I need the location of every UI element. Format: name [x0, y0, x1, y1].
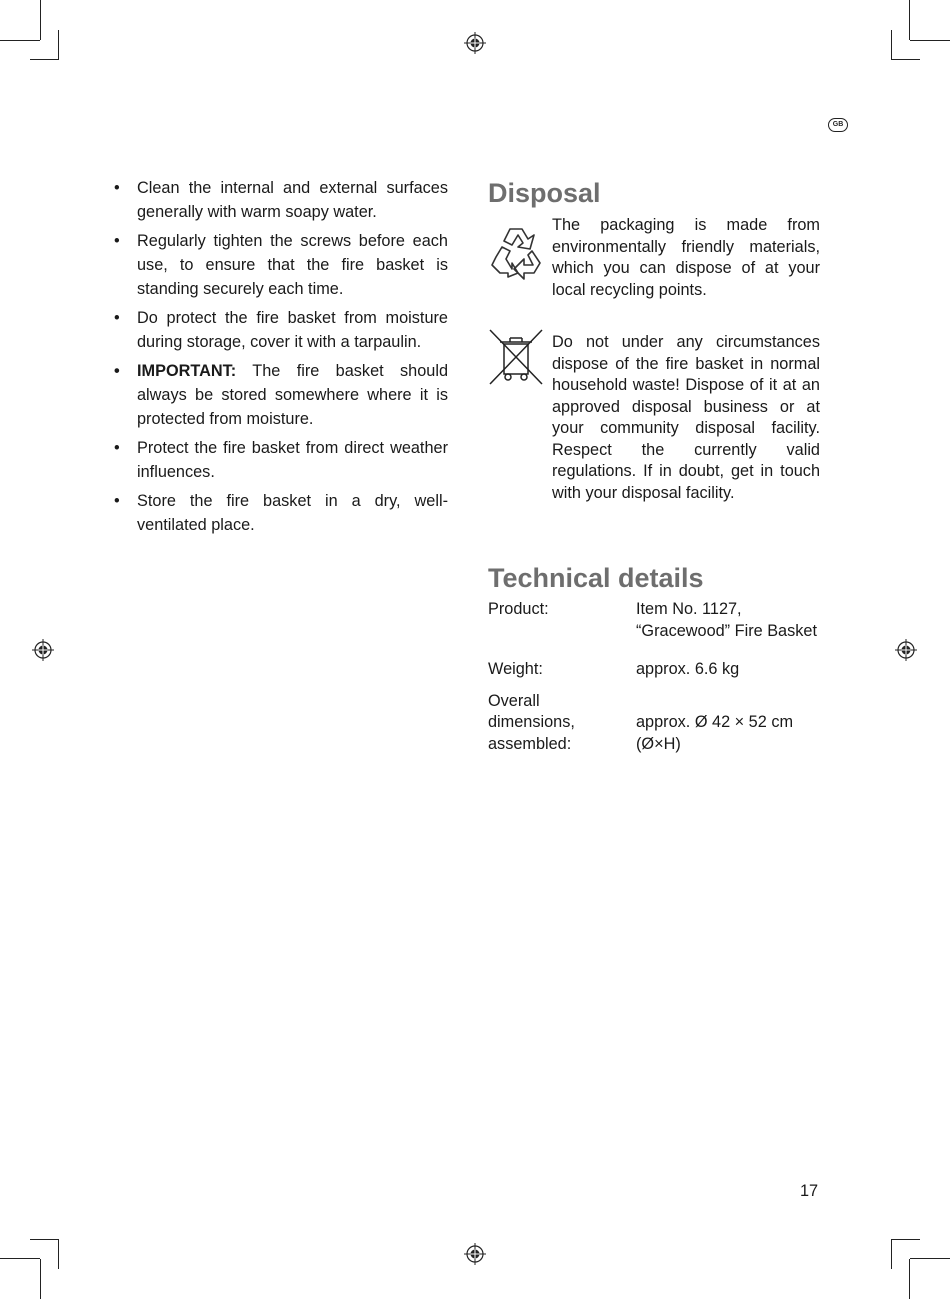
- crop-mark: [58, 1239, 59, 1269]
- crop-mark: [0, 1258, 40, 1259]
- registration-mark-icon: [464, 1243, 486, 1265]
- crop-mark: [910, 40, 950, 41]
- bullet: •: [114, 492, 120, 510]
- list-item: [112, 489, 448, 537]
- row-label: Overall dimensions, assembled:: [488, 691, 575, 753]
- list-item-text: The fire basket should always be stored somewhere where it is protected from moisture.: [137, 362, 448, 428]
- list-item: [112, 359, 448, 431]
- waste-text: Do not under any circumstances dispose of the fire basket in normal household waste! Dispose of it at an approved disposal business or at your community disposal facility. Respect the currently valid regulations. If in doubt, get in touch with your disposal facility.: [552, 333, 820, 502]
- crop-mark: [909, 1259, 910, 1299]
- row-label: Weight:: [488, 660, 543, 678]
- table-row: [488, 691, 820, 756]
- table-row: [488, 659, 820, 681]
- list-item: [112, 306, 448, 354]
- row-label: Product:: [488, 600, 549, 618]
- packaging-disposal: [488, 215, 820, 301]
- list-item: [112, 176, 448, 224]
- row-value: approx. Ø 42 × 52 cm (Ø×H): [636, 713, 794, 753]
- crop-mark: [910, 1258, 950, 1259]
- crop-mark: [891, 30, 892, 60]
- crop-mark: [891, 1239, 892, 1269]
- crop-mark: [30, 59, 59, 60]
- technical-details-title: Technical details: [488, 563, 704, 593]
- crop-mark: [909, 0, 910, 40]
- technical-details-table: [488, 599, 820, 755]
- list-item-text: Clean the internal and external surfaces generally with warm soapy water.: [137, 179, 448, 221]
- crop-mark: [891, 59, 920, 60]
- bullet: •: [114, 179, 120, 197]
- crop-mark: [40, 0, 41, 40]
- list-item-text: Do protect the fire basket from moisture during storage, cover it with a tarpaulin.: [137, 309, 448, 351]
- language-badge: GB: [828, 118, 848, 132]
- list-item: [112, 436, 448, 484]
- crop-mark: [0, 40, 40, 41]
- care-instructions: [112, 176, 448, 542]
- disposal-title: Disposal: [488, 178, 601, 208]
- bullet: •: [114, 309, 120, 327]
- list-item: [112, 229, 448, 301]
- appliance-disposal: [488, 332, 820, 504]
- crop-mark: [58, 30, 59, 60]
- row-value: approx. 6.6 kg: [636, 660, 740, 678]
- page-number: 17: [800, 1182, 819, 1200]
- important-label: IMPORTANT:: [137, 362, 237, 380]
- crop-mark: [891, 1239, 920, 1240]
- bullet: •: [114, 232, 120, 250]
- care-list: [112, 176, 448, 537]
- crop-mark: [40, 1259, 41, 1299]
- list-item-text: Store the fire basket in a dry, well-ventilated place.: [137, 492, 448, 534]
- row-value: Item No. 1127, “Gracewood” Fire Basket: [636, 600, 817, 640]
- list-item-text: Protect the fire basket from direct weather influences.: [137, 439, 448, 481]
- bullet: •: [114, 362, 120, 380]
- list-item-text: Regularly tighten the screws before each use, to ensure that the fire basket is standing securely each time.: [137, 232, 448, 298]
- recycling-icon: [488, 221, 548, 281]
- disposal-section: [488, 176, 820, 504]
- packaging-text: The packaging is made from environmentally friendly materials, which you can dispose of at your local recycling points.: [552, 216, 820, 299]
- registration-mark-icon: [895, 639, 917, 661]
- crop-mark: [30, 1239, 59, 1240]
- registration-mark-icon: [32, 639, 54, 661]
- crossed-out-wheelie-bin-icon: [488, 328, 544, 386]
- registration-mark-icon: [464, 32, 486, 54]
- table-row: [488, 599, 820, 642]
- bullet: •: [114, 439, 120, 457]
